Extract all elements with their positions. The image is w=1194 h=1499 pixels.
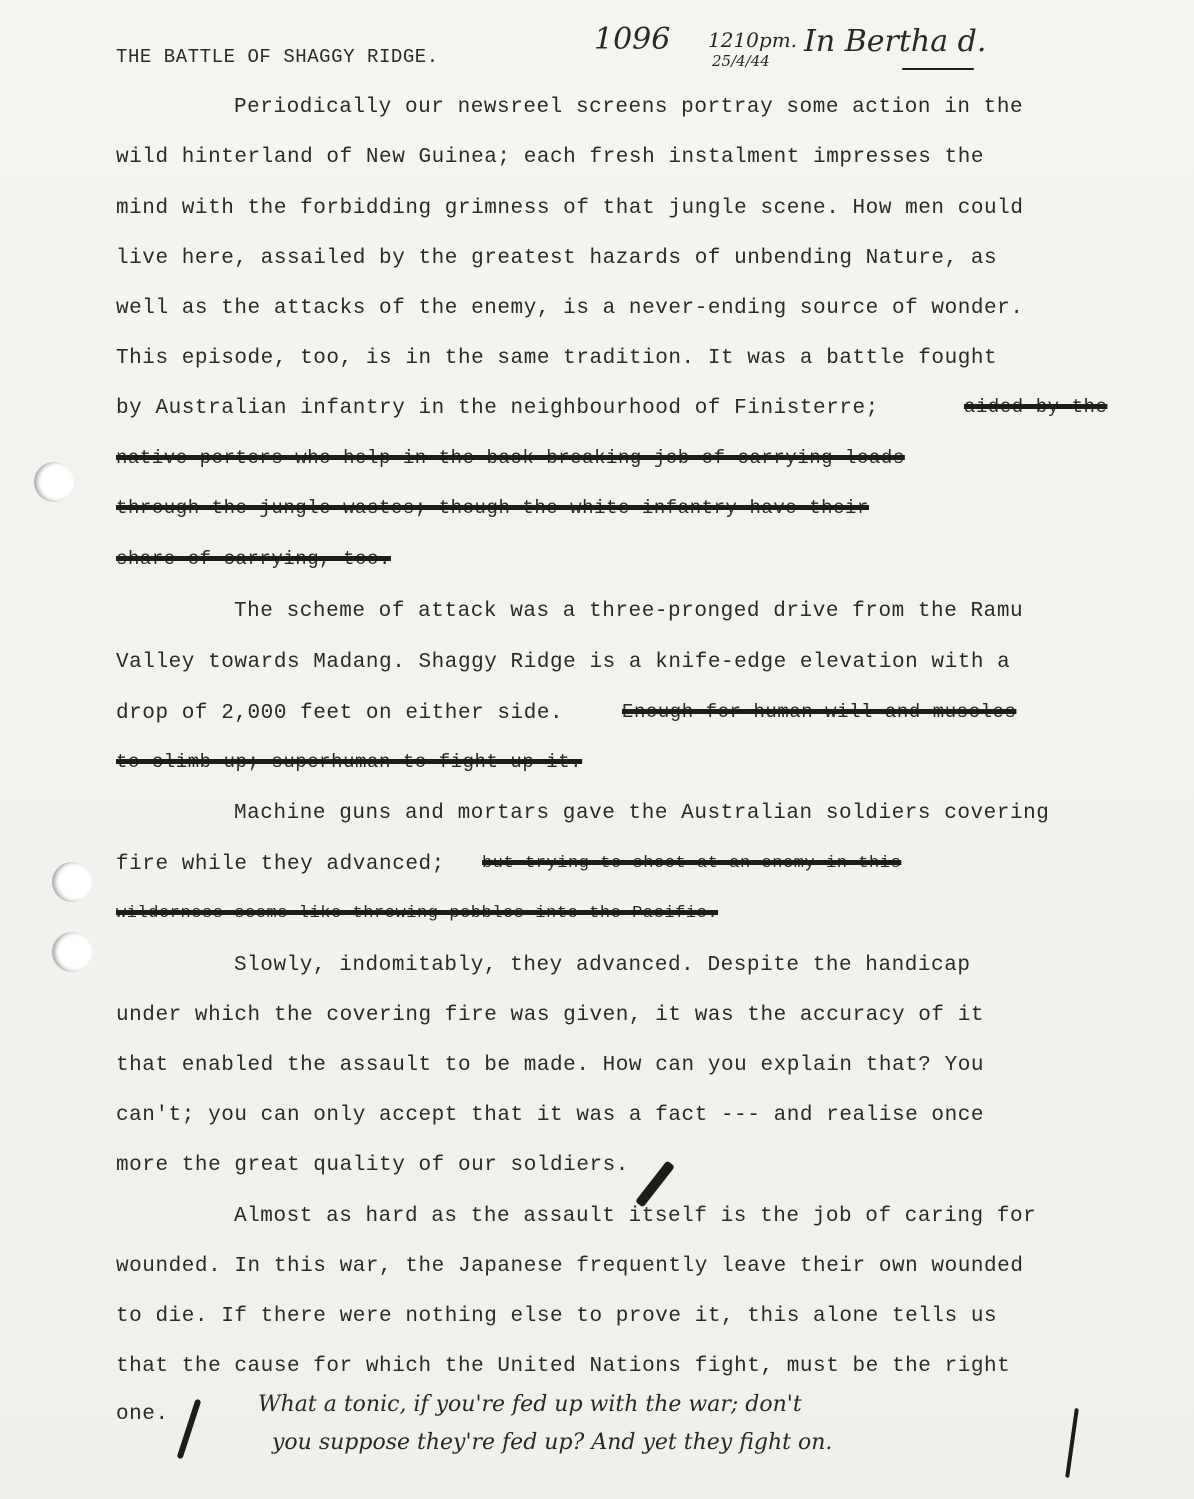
body-line: mind with the forbidding grimness of that jungle scene. How men could (116, 197, 1024, 220)
handwritten-addition-line: you suppose they're fed up? And yet they fight on. (272, 1430, 833, 1455)
body-line: Slowly, indomitably, they advanced. Despite the handicap (234, 954, 971, 977)
body-line: Machine guns and mortars gave the Australian soldiers covering (234, 802, 1050, 825)
body-line: live here, assailed by the greatest hazards of unbending Nature, as (116, 247, 998, 270)
struck-text: but trying to shoot at an enemy in this (482, 854, 902, 873)
handwritten-date: 25/4/44 (712, 52, 770, 70)
struck-text: native porters who help in the back-breaking job of carrying loads (116, 447, 905, 469)
body-line: can't; you can only accept that it was a fact --- and realise once (116, 1104, 985, 1127)
document-title: THE BATTLE OF SHAGGY RIDGE. (116, 46, 439, 68)
body-line: that the cause for which the United Nations fight, must be the right (116, 1355, 1011, 1378)
punch-hole-bottom (52, 932, 92, 972)
body-line: by Australian infantry in the neighbourhood of Finisterre; (116, 397, 879, 420)
body-line: Valley towards Madang. Shaggy Ridge is a knife-edge elevation with a (116, 651, 1011, 674)
punch-hole-top (34, 462, 74, 502)
body-line: This episode, too, is in the same tradition. It was a battle fought (116, 347, 998, 370)
struck-text: share of carrying, too. (116, 548, 391, 570)
body-line: that enabled the assault to be made. How can you explain that? You (116, 1054, 985, 1077)
struck-text: aided by the (964, 396, 1108, 418)
body-line: under which the covering fire was given, it was the accuracy of it (116, 1004, 985, 1027)
body-line: The scheme of attack was a three-pronged drive from the Ramu (234, 600, 1024, 623)
body-line: wounded. In this war, the Japanese frequently leave their own wounded (116, 1255, 1024, 1278)
body-line: to die. If there were nothing else to prove it, this alone tells us (116, 1305, 998, 1328)
body-line: Periodically our newsreel screens portray some action in the (234, 96, 1024, 119)
handwritten-addition-line: What a tonic, if you're fed up with the war; don't (258, 1392, 802, 1417)
body-line: more the great quality of our soldiers. (116, 1154, 629, 1177)
body-line: wild hinterland of New Guinea; each fresh instalment impresses the (116, 146, 985, 169)
handwritten-time: 1210pm. (708, 28, 798, 52)
body-line: well as the attacks of the enemy, is a never-ending source of wonder. (116, 297, 1024, 320)
handwritten-end-mark (1065, 1408, 1079, 1478)
body-line: fire while they advanced; (116, 853, 445, 876)
body-line: one. (116, 1403, 169, 1426)
handwritten-insert-mark (177, 1399, 202, 1460)
handwritten-recipient-note: In Bertha d. (804, 24, 987, 59)
handwritten-slash-mark (635, 1160, 675, 1207)
handwritten-page-number: 1096 (594, 22, 671, 57)
struck-text: Enough for human will and muscles (622, 701, 1017, 723)
body-line: Almost as hard as the assault itself is the job of caring for (234, 1205, 1037, 1228)
struck-text: wilderness seems like throwing pebbles into the Pacific. (116, 904, 719, 923)
handwritten-underline (902, 68, 974, 70)
body-line: drop of 2,000 feet on either side. (116, 702, 564, 725)
struck-text: through the jungle wastes; though the white infantry have their (116, 497, 869, 519)
struck-text: to climb up; superhuman to fight up it. (116, 751, 583, 773)
punch-hole-middle (52, 862, 92, 902)
